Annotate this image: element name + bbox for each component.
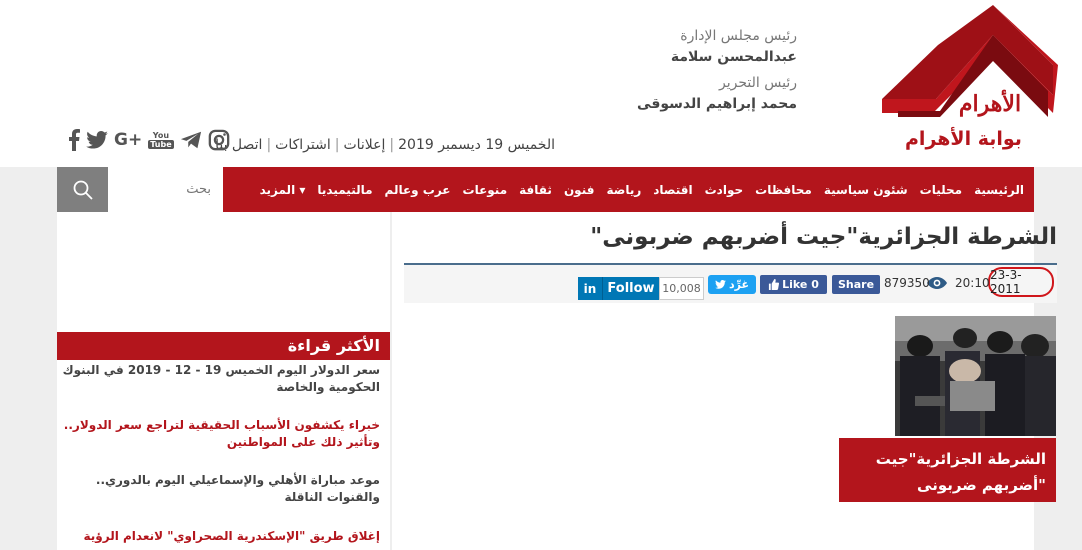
view-count: 879350 [884,276,930,290]
nav-item-multimedia[interactable]: مالتيميديا [317,182,373,197]
nav-item-accidents[interactable]: حوادث [704,182,744,197]
tweet-button[interactable] [708,275,756,294]
subscriptions-link[interactable]: اشتراكات [275,137,331,153]
current-date: الخميس 19 ديسمبر 2019 [398,137,555,153]
twitter-icon[interactable] [86,131,108,149]
board-chair-name: عبدالمحسن سلامة [670,49,797,65]
nav-item-home[interactable]: الرئيسية [974,182,1024,197]
nav-item-arab-world[interactable]: عرب وعالم [384,182,451,197]
top-info-line: الخميس 19 ديسمبر 2019|إعلانات|اشتراكات|اتصل بنا [215,137,555,153]
linkedin-follower-count: 10,008 [659,277,704,300]
nav-item-sports[interactable]: رياضة [606,182,642,197]
nav-item-governorates[interactable]: محافظات [755,182,812,197]
site-header [0,0,1082,167]
nav-item-local[interactable]: محليات [919,182,963,197]
most-read-item[interactable]: موعد مباراة الأهلي والإسماعيلي اليوم بالدوري.. والقنوات الناقلة [95,473,380,504]
like-label: Like 0 [782,278,819,291]
youtube-icon[interactable] [148,131,173,149]
twitter-icon [715,280,726,289]
main-nav [223,167,1034,212]
most-read-item[interactable]: إغلاق طريق "الإسكندرية الصحراوي" لانعدام الرؤية [83,529,380,543]
facebook-icon[interactable] [68,129,80,151]
nav-item-misc[interactable]: منوعات [462,182,508,197]
instagram-icon[interactable] [208,129,230,151]
most-read-item[interactable]: خبراء يكشفون الأسباب الحقيقية لتراجع سعر الدولار.. وتأثير ذلك على المواطنين [63,418,380,449]
search-icon [73,180,93,200]
youtube-label-bottom: Tube [150,140,172,149]
editor-name: محمد إبراهيم الدسوقى [637,96,797,112]
google-plus-icon[interactable]: G+ [114,130,143,150]
most-read-header: الأكثر قراءة [57,332,390,360]
nav-item-arts[interactable]: فنون [563,182,595,197]
telegram-icon[interactable] [180,130,202,150]
nav-more-label: المزيد [259,182,296,197]
editor-role: رئيس التحرير [719,75,797,91]
chevron-down-icon: ▾ [299,182,306,197]
youtube-label-top: You [152,131,170,140]
photo-caption[interactable]: الشرطة الجزائرية"جيت "أضربهم ضربونى [839,438,1056,502]
article-title: الشرطة الجزائرية"جيت أضربهم ضربونى" [590,224,1057,250]
search-box [108,167,223,212]
article-date: 23-3-2011 [988,267,1054,297]
nav-item-more[interactable] [260,183,306,197]
logo-mark: الأهرام [958,91,1022,117]
board-chair-role: رئيس مجلس الإدارة [680,28,797,44]
contact-link[interactable]: اتصل بنا [215,137,263,153]
nav-item-economy[interactable]: اقتصاد [653,182,693,197]
nav-item-culture[interactable]: ثقافة [519,182,552,197]
search-input[interactable] [108,167,223,212]
most-read-list [60,362,380,545]
article-photo[interactable] [895,316,1056,436]
nav-item-politics[interactable]: شئون سياسية [823,182,908,197]
facebook-like-button[interactable] [760,275,827,294]
ads-link[interactable]: إعلانات [343,137,386,153]
facebook-share-button[interactable]: Share [832,275,880,294]
article-time: 20:10 [955,276,990,290]
tweet-label: غرِّد [728,278,749,291]
social-links [68,129,230,151]
staff-credits [637,26,797,120]
linkedin-icon[interactable]: in [578,277,603,300]
eye-icon [927,277,947,289]
logo-text: بوابة الأهرام [905,128,1022,150]
most-read-item[interactable]: سعر الدولار اليوم الخميس 19 - 12 - 2019 في البنوك الحكومية والخاصة [62,363,380,394]
thumbs-up-icon [768,279,779,290]
linkedin-follow-button[interactable]: Follow [603,277,659,300]
search-button[interactable] [57,167,108,212]
